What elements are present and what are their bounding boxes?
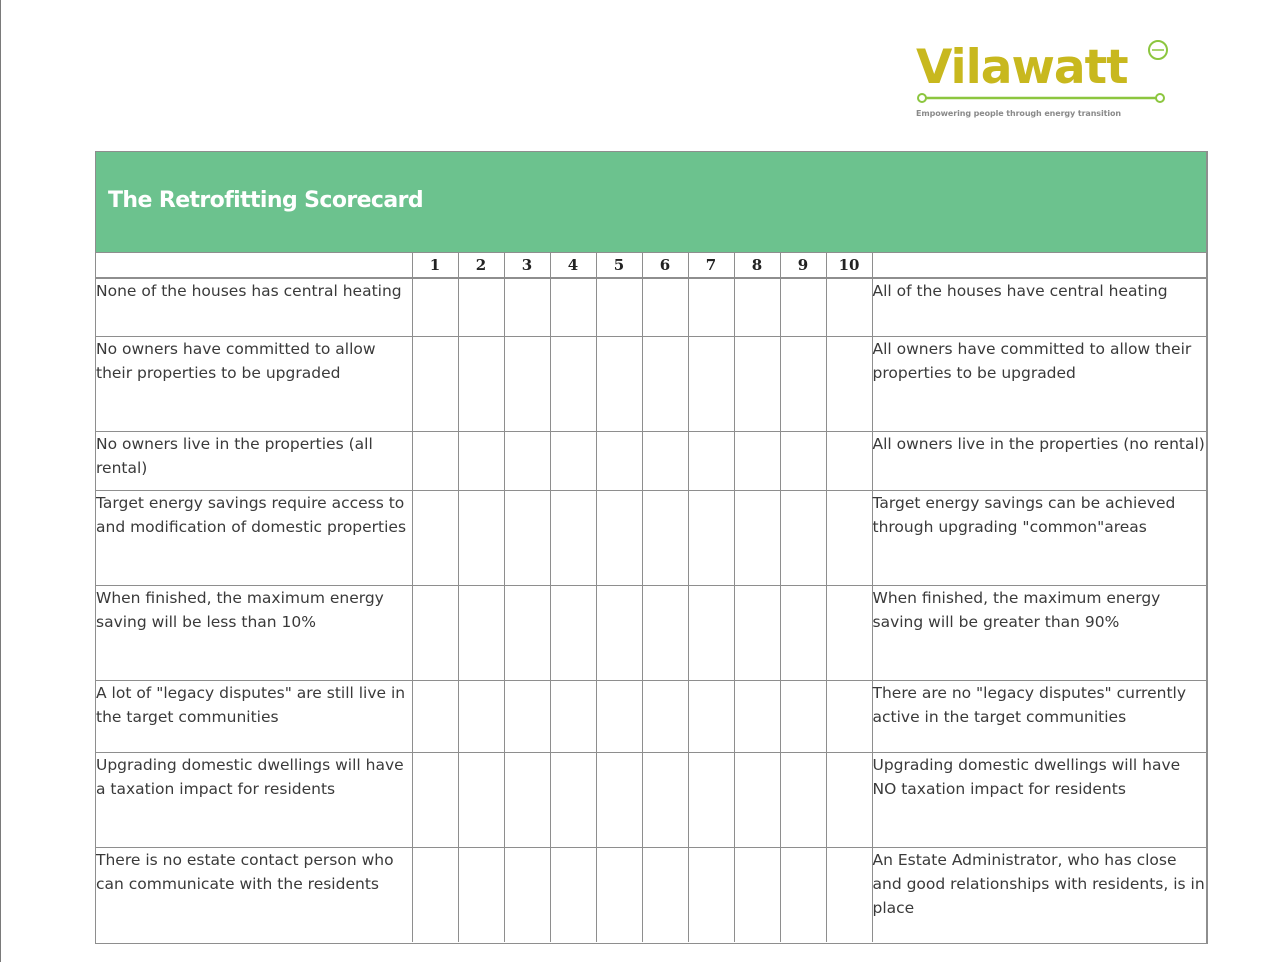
row-high-statement: There are no "legacy disputes" currently active in the target communities: [872, 680, 1206, 752]
scale-header-7: 7: [688, 253, 734, 278]
header-spacer-right: [872, 253, 1206, 278]
score-cell-7[interactable]: [688, 336, 734, 431]
score-cell-7[interactable]: [688, 847, 734, 942]
score-cell-8[interactable]: [734, 847, 780, 942]
row-low-statement: There is no estate contact person who can communicate with the residents: [96, 847, 412, 942]
scale-header-9: 9: [780, 253, 826, 278]
score-cell-10[interactable]: [826, 680, 872, 752]
page-edge: [0, 0, 1, 962]
scorecard-table: [96, 253, 1206, 942]
score-cell-2[interactable]: [458, 585, 504, 680]
score-cell-8[interactable]: [734, 680, 780, 752]
score-cell-5[interactable]: [596, 336, 642, 431]
score-cell-9[interactable]: [780, 490, 826, 585]
table-row: [96, 585, 1206, 680]
score-cell-5[interactable]: [596, 680, 642, 752]
score-cell-4[interactable]: [550, 336, 596, 431]
row-high-statement: An Estate Administrator, who has close and good relationships with residents, is in place: [872, 847, 1206, 942]
score-cell-4[interactable]: [550, 585, 596, 680]
score-cell-10[interactable]: [826, 431, 872, 490]
score-cell-9[interactable]: [780, 278, 826, 336]
row-high-statement: All of the houses have central heating: [872, 278, 1206, 336]
score-cell-1[interactable]: [412, 278, 458, 336]
score-cell-7[interactable]: [688, 752, 734, 847]
table-row: [96, 431, 1206, 490]
score-cell-7[interactable]: [688, 680, 734, 752]
score-cell-10[interactable]: [826, 278, 872, 336]
score-cell-8[interactable]: [734, 490, 780, 585]
score-cell-6[interactable]: [642, 431, 688, 490]
scale-header-5: 5: [596, 253, 642, 278]
score-cell-10[interactable]: [826, 752, 872, 847]
row-high-statement: Target energy savings can be achieved through upgrading "common"areas: [872, 490, 1206, 585]
score-cell-3[interactable]: [504, 847, 550, 942]
score-cell-4[interactable]: [550, 847, 596, 942]
score-cell-3[interactable]: [504, 585, 550, 680]
score-cell-9[interactable]: [780, 752, 826, 847]
score-cell-7[interactable]: [688, 278, 734, 336]
score-cell-8[interactable]: [734, 278, 780, 336]
score-cell-2[interactable]: [458, 336, 504, 431]
scorecard-header: [96, 152, 1206, 253]
table-row: [96, 278, 1206, 336]
row-high-statement: All owners have committed to allow their properties to be upgraded: [872, 336, 1206, 431]
score-cell-6[interactable]: [642, 490, 688, 585]
score-cell-4[interactable]: [550, 490, 596, 585]
score-cell-1[interactable]: [412, 336, 458, 431]
scale-header-2: 2: [458, 253, 504, 278]
score-cell-5[interactable]: [596, 490, 642, 585]
row-low-statement: None of the houses has central heating: [96, 278, 412, 336]
score-cell-1[interactable]: [412, 585, 458, 680]
table-row: [96, 680, 1206, 752]
logo-brand-text: Vilawatt: [916, 40, 1128, 95]
score-cell-6[interactable]: [642, 847, 688, 942]
scorecard: [95, 151, 1208, 944]
score-cell-5[interactable]: [596, 847, 642, 942]
scale-header-row: [96, 253, 1206, 278]
row-low-statement: No owners have committed to allow their properties to be upgraded: [96, 336, 412, 431]
score-cell-4[interactable]: [550, 431, 596, 490]
row-low-statement: Target energy savings require access to and modification of domestic properties: [96, 490, 412, 585]
vilawatt-logo: [912, 36, 1174, 126]
table-row: [96, 336, 1206, 431]
scale-header-6: 6: [642, 253, 688, 278]
score-cell-3[interactable]: [504, 278, 550, 336]
score-cell-3[interactable]: [504, 431, 550, 490]
score-cell-8[interactable]: [734, 431, 780, 490]
score-cell-9[interactable]: [780, 847, 826, 942]
row-low-statement: No owners live in the properties (all rental): [96, 431, 412, 490]
logo-tagline: Empowering people through energy transition: [916, 109, 1121, 118]
header-spacer-left: [96, 253, 412, 278]
score-cell-5[interactable]: [596, 431, 642, 490]
scale-header-3: 3: [504, 253, 550, 278]
score-cell-10[interactable]: [826, 336, 872, 431]
row-high-statement: When finished, the maximum energy saving will be greater than 90%: [872, 585, 1206, 680]
score-cell-10[interactable]: [826, 585, 872, 680]
score-cell-9[interactable]: [780, 680, 826, 752]
score-cell-1[interactable]: [412, 752, 458, 847]
table-row: [96, 847, 1206, 942]
score-cell-2[interactable]: [458, 680, 504, 752]
score-cell-1[interactable]: [412, 680, 458, 752]
score-cell-4[interactable]: [550, 680, 596, 752]
score-cell-9[interactable]: [780, 336, 826, 431]
score-cell-4[interactable]: [550, 278, 596, 336]
row-high-statement: Upgrading domestic dwellings will have NO taxation impact for residents: [872, 752, 1206, 847]
score-cell-6[interactable]: [642, 680, 688, 752]
score-cell-2[interactable]: [458, 278, 504, 336]
score-cell-10[interactable]: [826, 847, 872, 942]
score-cell-9[interactable]: [780, 431, 826, 490]
score-cell-8[interactable]: [734, 752, 780, 847]
row-low-statement: When finished, the maximum energy saving will be less than 10%: [96, 585, 412, 680]
score-cell-5[interactable]: [596, 752, 642, 847]
score-cell-3[interactable]: [504, 680, 550, 752]
table-row: [96, 752, 1206, 847]
scale-header-1: 1: [412, 253, 458, 278]
score-cell-1[interactable]: [412, 490, 458, 585]
score-cell-4[interactable]: [550, 752, 596, 847]
score-cell-7[interactable]: [688, 490, 734, 585]
score-cell-2[interactable]: [458, 752, 504, 847]
score-cell-2[interactable]: [458, 431, 504, 490]
scorecard-title: The Retrofitting Scorecard: [108, 188, 424, 213]
score-cell-6[interactable]: [642, 336, 688, 431]
score-cell-8[interactable]: [734, 336, 780, 431]
score-cell-2[interactable]: [458, 490, 504, 585]
score-cell-6[interactable]: [642, 585, 688, 680]
table-row: [96, 490, 1206, 585]
scale-header-4: 4: [550, 253, 596, 278]
score-cell-10[interactable]: [826, 490, 872, 585]
score-cell-6[interactable]: [642, 278, 688, 336]
score-cell-3[interactable]: [504, 336, 550, 431]
row-high-statement: All owners live in the properties (no rental): [872, 431, 1206, 490]
score-cell-7[interactable]: [688, 585, 734, 680]
score-cell-1[interactable]: [412, 847, 458, 942]
score-cell-6[interactable]: [642, 752, 688, 847]
score-cell-5[interactable]: [596, 585, 642, 680]
row-low-statement: Upgrading domestic dwellings will have a taxation impact for residents: [96, 752, 412, 847]
scale-header-10: 10: [826, 253, 872, 278]
row-low-statement: A lot of "legacy disputes" are still live in the target communities: [96, 680, 412, 752]
score-cell-9[interactable]: [780, 585, 826, 680]
score-cell-8[interactable]: [734, 585, 780, 680]
score-cell-5[interactable]: [596, 278, 642, 336]
score-cell-1[interactable]: [412, 431, 458, 490]
scale-header-8: 8: [734, 253, 780, 278]
score-cell-3[interactable]: [504, 752, 550, 847]
score-cell-2[interactable]: [458, 847, 504, 942]
score-cell-7[interactable]: [688, 431, 734, 490]
score-cell-3[interactable]: [504, 490, 550, 585]
